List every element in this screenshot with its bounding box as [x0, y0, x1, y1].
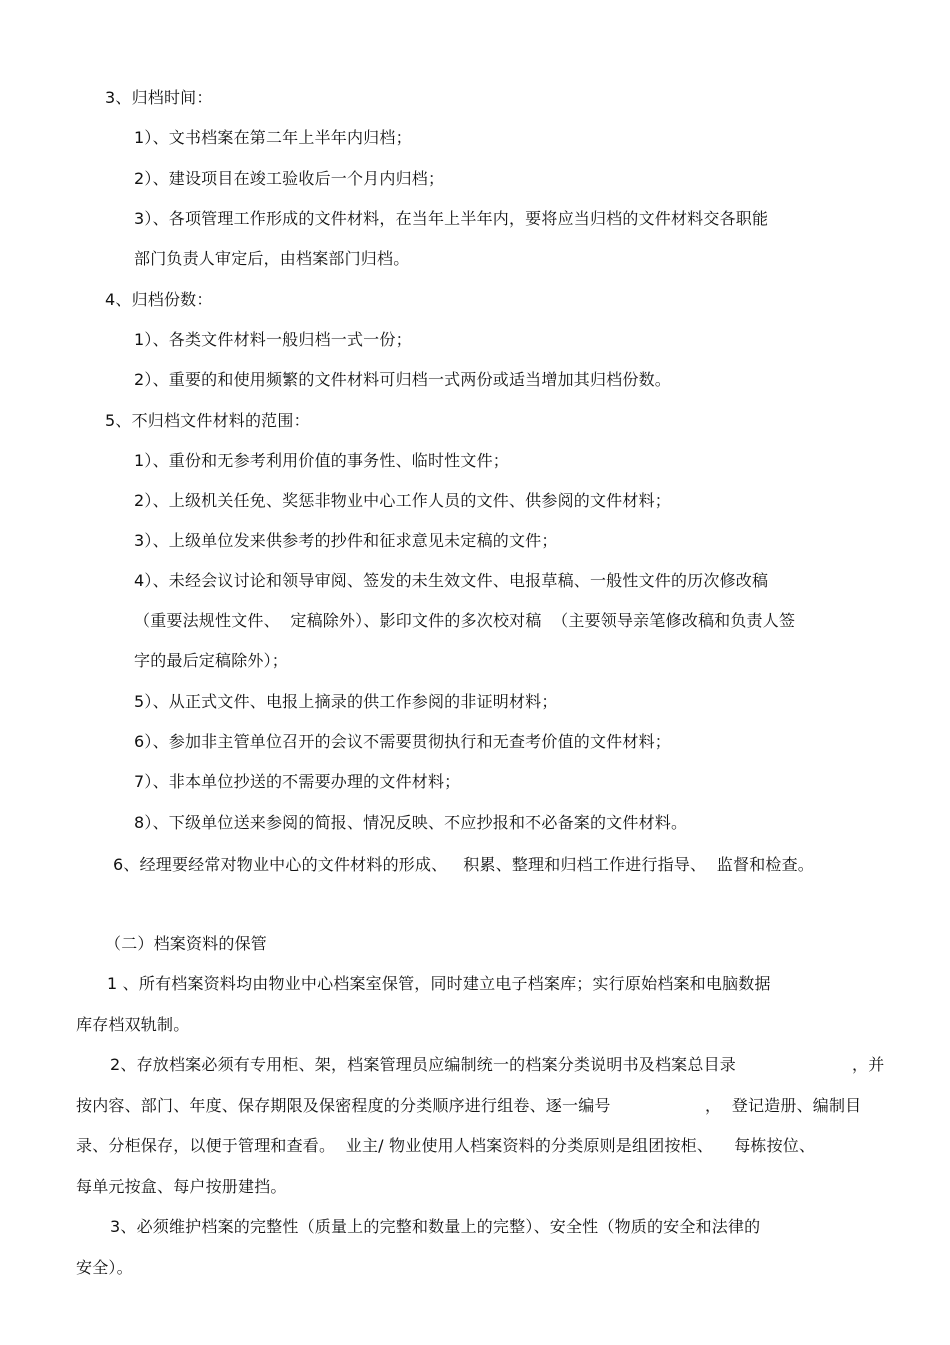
text-line: 安全）。	[76, 1258, 133, 1277]
text-line: ， 登记造册、编制目	[705, 1096, 862, 1115]
text-line: 库存档双轨制。	[76, 1015, 190, 1034]
subsection-heading: （二）档案资料的保管	[105, 934, 268, 953]
text-line: 每单元按盒、每户按册建挡。	[76, 1177, 287, 1196]
text-line: 1）、文书档案在第二年上半年内归档；	[134, 128, 412, 147]
text-line: 部门负责人审定后，由档案部门归档。	[134, 249, 410, 268]
text-line: ，并	[852, 1055, 885, 1074]
text-line: 6）、参加非主管单位召开的会议不需要贯彻执行和无查考价值的文件材料；	[134, 732, 671, 751]
text-line: 2）、建设项目在竣工验收后一个月内归档；	[134, 169, 445, 188]
text-line: 录、分柜保存，以便于管理和查看。 业主/ 物业使用人档案资料的分类原则是组团按柜、 每栋按位、	[76, 1136, 816, 1155]
text-line: 2、存放档案必须有专用柜、架，档案管理员应编制统一的档案分类说明书及档案总目录	[110, 1055, 736, 1074]
text-line: 1 、所有档案资料均由物业中心档案室保管，同时建立电子档案库；实行原始档案和电脑数据	[107, 974, 771, 993]
section-5-heading: 5、不归档文件材料的范围：	[105, 411, 310, 430]
text-line: 4）、未经会议讨论和领导审阅、签发的未生效文件、电报草稿、一般性文件的历次修改稿	[134, 571, 769, 590]
text-line: 1）、各类文件材料一般归档一式一份；	[134, 330, 412, 349]
text-line: 按内容、部门、年度、保存期限及保密程度的分类顺序进行组卷、逐一编号	[76, 1096, 611, 1115]
text-line: 1）、重份和无参考利用价值的事务性、临时性文件；	[134, 451, 509, 470]
text-line: 3）、各项管理工作形成的文件材料，在当年上半年内，要将应当归档的文件材料交各职能	[134, 209, 769, 228]
text-line: 5）、从正式文件、电报上摘录的供工作参阅的非证明材料；	[134, 692, 558, 711]
text-line: 2）、重要的和使用频繁的文件材料可归档一式两份或适当增加其归档份数。	[134, 370, 671, 389]
text-line: （重要法规性文件、 定稿除外）、影印文件的多次校对稿 （主要领导亲笔修改稿和负责人签	[134, 611, 796, 630]
text-line: 3）、上级单位发来供参考的抄件和征求意见未定稿的文件；	[134, 531, 558, 550]
section-6-text: 6、经理要经常对物业中心的文件材料的形成、 积累、整理和归档工作进行指导、 监督和检查。	[113, 855, 815, 874]
text-line: 7）、非本单位抄送的不需要办理的文件材料；	[134, 772, 461, 791]
text-line: 8）、下级单位送来参阅的简报、情况反映、不应抄报和不必备案的文件材料。	[134, 813, 688, 832]
section-4-heading: 4、归档份数：	[105, 290, 213, 309]
text-line: 3、必须维护档案的完整性（质量上的完整和数量上的完整）、安全性（物质的安全和法律的	[110, 1217, 761, 1236]
text-line: 字的最后定稿除外）；	[134, 651, 289, 670]
section-3-heading: 3、归档时间：	[105, 88, 213, 107]
text-line: 2）、上级机关任免、奖惩非物业中心工作人员的文件、供参阅的文件材料；	[134, 491, 671, 510]
